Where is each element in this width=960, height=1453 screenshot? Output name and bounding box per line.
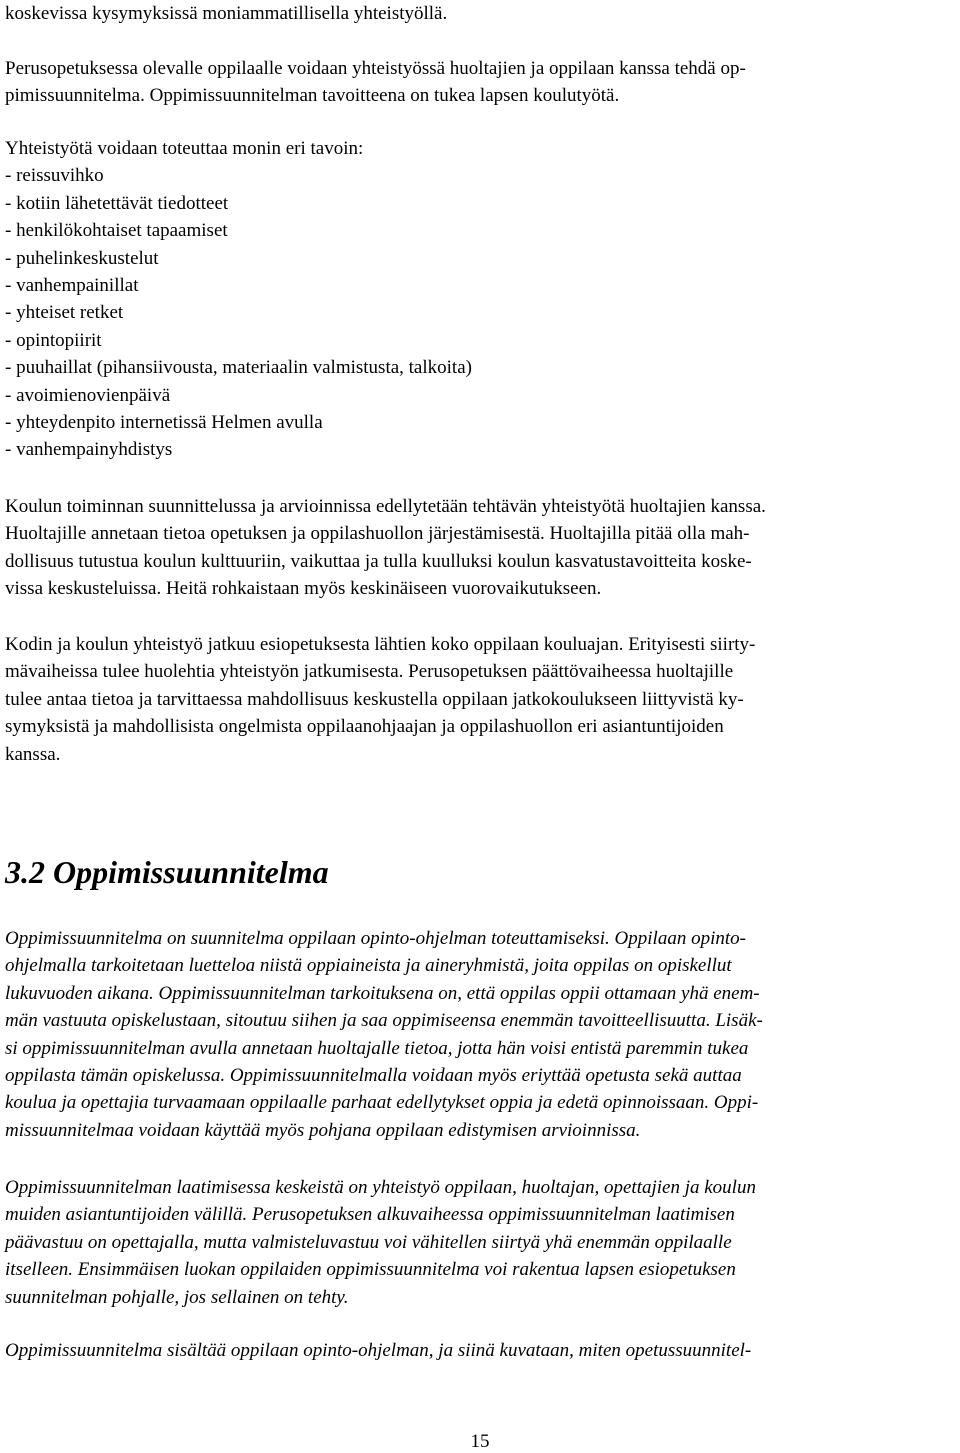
text-line: muiden asiantuntijoiden välillä. Perusopetuksen alkuvaiheessa oppimissuunnitelman laatimisen [5, 1204, 735, 1226]
text-line: missuunnitelmaa voidaan käyttää myös pohjana oppilaan edistymisen arvioinnissa. [5, 1119, 641, 1141]
text-line: Oppimissuunnitelman laatimisessa keskeistä on yhteistyö oppilaan, huoltajan, opettajien ja koulun [5, 1177, 756, 1198]
list-item: - kotiin lähetettävät tiedotteet [5, 192, 229, 214]
page-number: 15 [470, 1431, 490, 1452]
text-line: ohjelmalla tarkoitetaan luetteloa niistä oppiaineista ja aineryhmistä, joita oppilas on opiskellut [5, 955, 732, 977]
text-line: Huoltajille annetaan tietoa opetuksen ja oppilashuollon järjestämisestä. Huoltajilla pitää olla mah- [5, 523, 750, 545]
list-item: - puhelinkeskustelut [5, 247, 159, 269]
paragraph-1 [5, 55, 746, 110]
text-line: si oppimissuunnitelman avulla annetaan huoltajalle tietoa, jotta hän voisi entistä paremmin tukea [5, 1037, 749, 1059]
text-line: koulua ja opettajia turvaamaan oppilaalle parhaat edellytykset oppia ja edetä opinnoissaan. Oppi- [5, 1092, 759, 1114]
list-item: - avoimienovienpäivä [5, 384, 171, 406]
text-line: Oppimissuunnitelma on suunnitelma oppilaan opinto-ohjelman toteuttamiseksi. Oppilaan opinto- [5, 928, 746, 949]
text-line: päävastuu on opettajalla, mutta valmisteluvastuu voi vähitellen siirtyä yhä enemmän oppilaalle [5, 1231, 732, 1253]
text-line: pimissuunnitelma. Oppimissuunnitelman tavoitteena on tukea lapsen koulutyötä. [5, 85, 620, 107]
text-line: Kodin ja koulun yhteistyö jatkuu esiopetuksesta lähtien koko oppilaan kouluajan. Erityisesti siirty- [5, 634, 756, 655]
text-line: itselleen. Ensimmäisen luokan oppilaiden oppimissuunnitelma voi rakentua lapsen esiopetuksen [5, 1259, 736, 1281]
text-line: tulee antaa tietoa ja tarvittaessa mahdollisuus keskustella oppilaan jatkokoulukseen liittyvistä ky- [5, 688, 744, 710]
paragraph-3 [5, 631, 755, 768]
list-item: - vanhempainillat [5, 274, 139, 296]
list-intro: Yhteistyötä voidaan toteuttaa monin eri tavoin: [5, 138, 364, 159]
text-line: män vastuuta opiskelustaan, sitoutuu siihen ja saa oppimiseensa enemmän tavoitteellisuutta. Lisäk- [5, 1010, 763, 1032]
list-item: - puuhaillat (pihansiivousta, materiaalin valmistusta, talkoita) [5, 357, 472, 379]
italic-paragraph-1 [5, 925, 763, 1144]
cooperation-list [5, 135, 472, 464]
list-item: - opintopiirit [5, 329, 102, 351]
text-line: mävaiheissa tulee huolehtia yhteistyön jatkumisesta. Perusopetuksen päättövaiheessa huoltajille [5, 661, 734, 683]
paragraph-2 [5, 493, 766, 603]
text-line: kanssa. [5, 743, 61, 765]
top-fragment [5, 0, 447, 27]
italic-paragraph-3 [5, 1337, 751, 1364]
text-line: koskevissa kysymyksissä moniammatillisella yhteistyöllä. [5, 3, 448, 24]
list-item: - yhteydenpito internetissä Helmen avulla [5, 411, 323, 433]
text-line: lukuvuoden aikana. Oppimissuunnitelman tarkoituksena on, että oppilas oppii ottamaan yhä enem- [5, 982, 760, 1004]
list-item: - yhteiset retket [5, 302, 124, 324]
text-line: suunnitelman pohjalle, jos sellainen on tehty. [5, 1286, 349, 1308]
text-line: Oppimissuunnitelma sisältää oppilaan opinto-ohjelman, ja siinä kuvataan, miten opetussuunnitel- [5, 1340, 752, 1361]
text-line: vissa keskusteluissa. Heitä rohkaistaan myös keskinäiseen vuorovaikutukseen. [5, 578, 602, 600]
text-line: oppilasta tämän opiskelussa. Oppimissuunnitelmalla voidaan myös eriyttää opetusta sekä auttaa [5, 1064, 742, 1086]
section-heading: 3.2 Oppimissuunnitelma [5, 854, 329, 890]
list-item: - reissuvihko [5, 165, 104, 187]
text-line: Perusopetuksessa olevalle oppilaalle voidaan yhteistyössä huoltajien ja oppilaan kanssa tehdä op- [5, 58, 746, 79]
list-item: - vanhempainyhdistys [5, 439, 173, 461]
list-item: - henkilökohtaiset tapaamiset [5, 220, 228, 242]
text-line: dollisuus tutustua koulun kulttuuriin, vaikuttaa ja tulla kuulluksi koulun kasvatustavoitteita koske- [5, 550, 752, 572]
text-line: symyksistä ja mahdollisista ongelmista oppilaanohjaajan ja oppilashuollon eri asiantuntijoiden [5, 716, 724, 738]
text-line: Koulun toiminnan suunnittelussa ja arvioinnissa edellytetään tehtävän yhteistyötä huoltajien kanssa. [5, 496, 766, 517]
italic-paragraph-2 [5, 1174, 756, 1311]
